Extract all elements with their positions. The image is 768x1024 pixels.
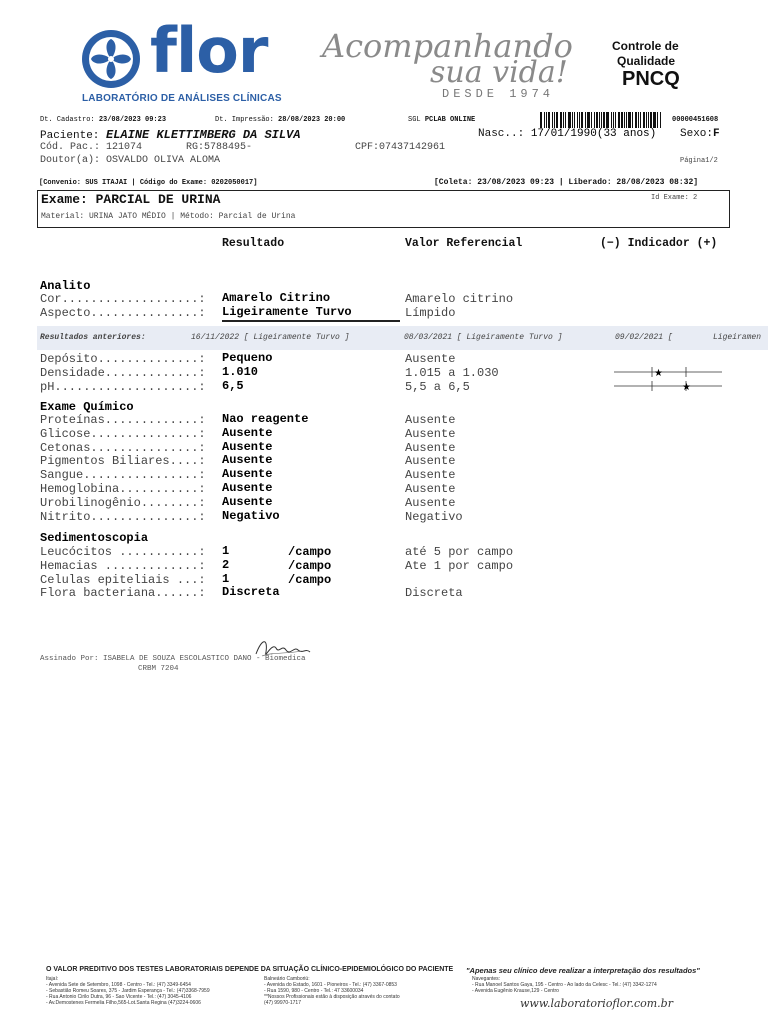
barcode-bar (660, 112, 661, 128)
quimico-label: Glicose...............: (40, 426, 206, 441)
slogan-since: DESDE 1974 (442, 87, 555, 101)
quimico-value: Negativo (222, 508, 280, 523)
quimico-reference: Negativo (405, 509, 463, 524)
coleta-info: [Coleta: 23/08/2023 09:23 | Liberado: 28/08/2023 08:32] (434, 178, 699, 187)
logo-subtitle: LABORATÓRIO DE ANÁLISES CLÍNICAS (82, 93, 282, 104)
footer-bc-addresses: Balneário Camboriú: - Avenida do Estado, 1601 - Pioneiros - Tel.: (47) 3367-0853 - Rua 1590, 980 - Centro - Tel.: 47 33600034 **Nossos Profissionais estão à disposição através do contato (47) 99970-1717 (264, 976, 400, 1006)
footer-interpretation-note: "Apenas seu clínico deve realizar a interpretação dos resultados" (466, 966, 700, 975)
sedimento-reference: até 5 por campo (405, 545, 514, 559)
barcode-bar (650, 112, 652, 128)
convenio-info: [Convenio: SUS ITAJAI | Código do Exame: 0202050017] (39, 179, 258, 187)
sgl-system: SGL PCLAB ONLINE (408, 116, 476, 124)
patient-sex: Sexo:F (680, 128, 720, 140)
sedimento-value: Discreta (222, 585, 280, 600)
patient-code: Cód. Pac.: 121074 (40, 142, 143, 153)
physical-label: pH....................: (40, 380, 206, 394)
quimico-value: Nao reagente (222, 412, 309, 426)
previous-result-4: Ligeiramen (713, 333, 762, 342)
quimico-reference: Ausente (405, 468, 456, 483)
barcode-bar (579, 112, 580, 128)
barcode-bar (544, 112, 545, 128)
quimico-value: Ausente (222, 467, 273, 482)
analito-label: Cor...................: (40, 292, 206, 306)
barcode-bar (596, 112, 598, 128)
ph-indicator (614, 379, 724, 393)
patient-rg: RG:5788495- (186, 142, 253, 153)
exam-material: Material: URINA JATO MÉDIO | Método: Parcial de Urina (41, 212, 296, 221)
sedimento-value: 1 (222, 571, 230, 586)
previous-results-label: Resultados anteriores: (40, 333, 146, 342)
barcode-bar (603, 112, 605, 128)
logo-wordmark: flor (150, 14, 268, 87)
patient-birth: Nasc..: 17/01/1990(33 anos) (478, 128, 657, 140)
footer-itajai-addresses: Itajaí: - Avenida Sete de Setembro, 1098 - Centro - Tel.: (47) 3349-6454 - Sebastião Romeu Soares, 375 - Jardim Esperança - Tel.: (47)3368-7959 - Rua Antonio Cirilo Dutra, 96 - Sao Vicente - Tel.: (47) 3045-4106 - Av.Demostenes Fermelia Filho,565-Lot.Santa Regina (47)3224-0606 (46, 976, 210, 1006)
quimico-reference: Ausente (405, 440, 456, 455)
sedimento-unit: /campo (288, 545, 332, 559)
analito-label: Aspecto...............: (40, 306, 206, 320)
barcode-bar (626, 112, 627, 128)
result-underline (222, 320, 400, 322)
slogan-line-1: Acompanhando (322, 27, 573, 65)
footer-website[interactable]: www.laboratorioflor.com.br (520, 997, 673, 1010)
barcode-bar (585, 112, 586, 128)
quimico-reference: Ausente (405, 426, 456, 441)
column-result: Resultado (222, 237, 285, 250)
svg-text:★: ★ (654, 368, 663, 379)
column-reference: Valor Referencial (405, 237, 523, 250)
footer-disclaimer: O VALOR PREDITIVO DOS TESTES LABORATORIAIS DEPENDE DA SITUAÇÃO CLÍNICO-EPIDEMIOLÓGICO DO PACIENTE (46, 966, 454, 973)
sedimento-value: 1 (222, 544, 230, 558)
sedimento-unit: /campo (288, 558, 332, 573)
barcode-bar (546, 112, 547, 128)
barcode-bar (640, 112, 641, 128)
quimico-label: Cetonas...............: (40, 440, 206, 455)
analito-value: Ligeiramente Turvo (222, 305, 352, 319)
quality-control-line-2: Qualidade (617, 54, 676, 68)
laboratory-logo-mark (80, 28, 142, 90)
barcode (540, 112, 662, 128)
barcode-bar (611, 112, 612, 128)
quimico-value: Ausente (222, 481, 273, 495)
barcode-number: 00000451608 (672, 116, 719, 124)
quimico-reference: Ausente (405, 495, 456, 510)
sedimento-reference: Discreta (405, 586, 463, 601)
barcode-bar (646, 112, 647, 128)
barcode-bar (591, 112, 592, 128)
barcode-bar (574, 112, 576, 128)
section-sedimentoscopia: Sedimentoscopia (40, 531, 149, 545)
previous-result-1: 16/11/2022 [ Ligeiramente Turvo ] (191, 333, 350, 342)
sedimento-label: Leucócitos ...........: (40, 545, 206, 559)
patient-name: Paciente: ELAINE KLETTIMBERG DA SILVA (40, 128, 301, 142)
barcode-bar (618, 112, 620, 128)
analito-reference: Límpido (405, 306, 456, 320)
physical-reference: 1.015 a 1.030 (405, 366, 499, 380)
cadastro-date: Dt. Cadastro: 23/08/2023 09:23 (40, 116, 167, 124)
barcode-bar (638, 112, 639, 128)
barcode-bar (628, 112, 631, 128)
quimico-reference: Ausente (405, 482, 456, 496)
previous-result-3: 09/02/2021 [ (615, 333, 673, 342)
barcode-bar (565, 112, 566, 128)
physical-reference: 5,5 a 6,5 (405, 380, 470, 394)
barcode-bar (621, 112, 623, 128)
signature-registration: CRBM 7204 (138, 665, 179, 673)
quality-control-pncq: PNCQ (622, 68, 680, 90)
sedimento-value: 2 (222, 557, 230, 572)
barcode-bar (540, 112, 542, 128)
quimico-reference: Ausente (405, 413, 456, 427)
barcode-bar (601, 112, 602, 128)
analito-value: Amarelo Citrino (222, 291, 331, 305)
doctor-name: Doutor(a): OSVALDO OLIVA ALOMA (40, 155, 221, 166)
sedimento-reference: Ate 1 por campo (405, 558, 514, 573)
exam-title: Exame: PARCIAL DE URINA (41, 192, 221, 207)
barcode-bar (581, 112, 583, 128)
section-exame-quimico: Exame Químico (40, 400, 134, 414)
barcode-bar (572, 112, 573, 128)
barcode-bar (653, 112, 656, 128)
barcode-bar (599, 112, 600, 128)
sedimento-label: Flora bacteriana......: (40, 586, 206, 601)
footer-navegantes-addresses: Navegantes: - Rua Manoel Santos Gaya, 195 - Centro - Ao lado da Celesc - Tel.: (47) 3342-1274 - Avenida Eugênio Krause,129 - Centro (472, 976, 657, 994)
section-analito: Analito (40, 279, 91, 293)
barcode-bar (624, 112, 625, 128)
quimico-value: Ausente (222, 439, 273, 454)
svg-text:★: ★ (682, 382, 691, 393)
quality-control-line-1: Controle de (612, 39, 679, 53)
quimico-label: Proteínas.............: (40, 413, 206, 427)
barcode-bar (587, 112, 590, 128)
analito-reference: Amarelo citrino (405, 292, 514, 306)
physical-label: Densidade.............: (40, 366, 206, 380)
barcode-bar (615, 112, 616, 128)
patient-cpf: CPF:07437142961 (355, 142, 446, 153)
quimico-value: Ausente (222, 425, 273, 440)
page-number: Página1/2 (680, 157, 718, 165)
quimico-label: Nitrito...............: (40, 509, 206, 524)
physical-value: 6,5 (222, 379, 244, 393)
barcode-bar (613, 112, 614, 128)
physical-value: 1.010 (222, 365, 259, 379)
quimico-reference: Ausente (405, 454, 456, 469)
barcode-bar (643, 112, 645, 128)
quimico-value: Ausente (222, 453, 273, 468)
signature-text: Assinado Por: ISABELA DE SOUZA ESCOLASTICO DANO - Biomedica (40, 655, 306, 663)
barcode-bar (554, 112, 555, 128)
barcode-bar (568, 112, 571, 128)
barcode-bar (594, 112, 595, 128)
physical-reference: Ausente (405, 352, 456, 366)
barcode-bar (556, 112, 558, 128)
barcode-bar (563, 112, 564, 128)
density-indicator (614, 365, 724, 379)
barcode-bar (632, 112, 633, 128)
quimico-value: Ausente (222, 494, 273, 509)
previous-result-2: 08/03/2021 [ Ligeiramente Turvo ] (404, 333, 563, 342)
barcode-bar (606, 112, 609, 128)
sedimento-label: Celulas epiteliais ...: (40, 572, 206, 587)
column-indicator: (−) Indicador (+) (600, 237, 718, 250)
barcode-bar (577, 112, 578, 128)
quimico-label: Urobilinogênio........: (40, 495, 206, 510)
barcode-bar (635, 112, 637, 128)
physical-value: Pequeno (222, 351, 273, 365)
barcode-bar (648, 112, 649, 128)
physical-label: Depósito..............: (40, 352, 206, 366)
sedimento-unit: /campo (288, 572, 332, 587)
slogan-line-2: sua vida! (430, 55, 568, 90)
quimico-label: Hemoglobina...........: (40, 482, 206, 496)
impressao-date: Dt. Impressão: 28/08/2023 20:00 (215, 116, 346, 124)
quimico-label: Sangue................: (40, 468, 206, 483)
quimico-label: Pigmentos Biliares....: (40, 454, 206, 469)
exam-id: Id Exame: 2 (651, 194, 698, 202)
sedimento-label: Hemacias .............: (40, 558, 206, 573)
barcode-bar (548, 112, 551, 128)
barcode-bar (560, 112, 562, 128)
barcode-bar (657, 112, 658, 128)
barcode-bar (552, 112, 553, 128)
